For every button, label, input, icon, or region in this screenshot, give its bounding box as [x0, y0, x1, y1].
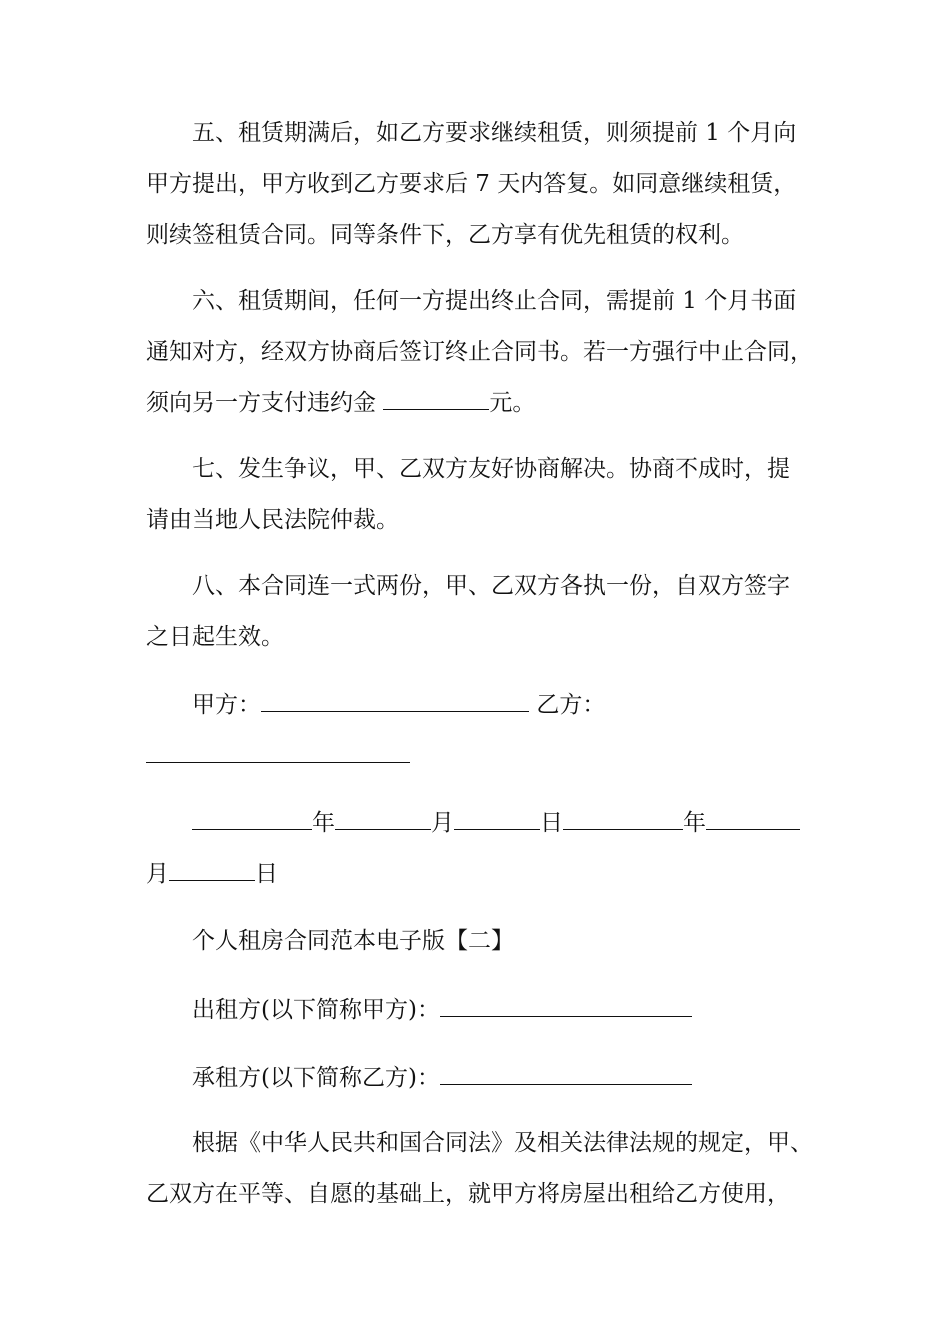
penalty-unit: 元。	[489, 390, 536, 416]
lessee-blank	[440, 1083, 692, 1085]
signature-block	[146, 680, 808, 782]
intro-line-2: 乙双方在平等、自愿的基础上，就甲方将房屋出租给乙方使用，	[146, 1181, 790, 1207]
day-b-label: 日	[255, 861, 278, 887]
clause-eight-line-2: 之日起生效。	[146, 624, 284, 650]
lessor-line	[146, 985, 808, 1036]
lessee-label: 承租方(以下简称乙方)：	[192, 1065, 440, 1091]
lessor-block	[146, 985, 808, 1036]
clause-five-line-2: 甲方提出，甲方收到乙方要求后 7 天内答复。如同意继续租赁，	[146, 171, 797, 197]
date-line-1	[146, 798, 808, 849]
year-b-label: 年	[683, 810, 706, 836]
clause-eight	[146, 561, 808, 663]
clause-five-line-3: 则续签租赁合同。同等条件下，乙方享有优先租赁的权利。	[146, 222, 744, 248]
clause-eight-line-1: 八、本合同连一式两份，甲、乙双方各执一份，自双方签字	[192, 573, 790, 599]
date-block	[146, 798, 808, 900]
penalty-label: 须向另一方支付违约金	[146, 390, 384, 416]
day-a-blank	[454, 828, 540, 830]
lessor-blank	[440, 1015, 692, 1017]
intro-line-1: 根据《中华人民共和国合同法》及相关法律法规的规定，甲、	[192, 1130, 813, 1156]
party-a-label: 甲方：	[192, 692, 261, 718]
section-two	[146, 916, 808, 967]
clause-five-line-1: 五、租赁期满后，如乙方要求继续租赁，则须提前 1 个月向	[192, 120, 797, 146]
lessor-label: 出租方(以下简称甲方)：	[192, 997, 440, 1023]
year-b-blank	[563, 828, 683, 830]
section-two-intro	[146, 1118, 813, 1220]
clause-six-line-1: 六、租赁期间，任何一方提出终止合同，需提前 1 个月书面	[192, 288, 797, 314]
month-a-label: 月	[431, 810, 454, 836]
year-a-label: 年	[312, 810, 335, 836]
lessee-block	[146, 1053, 808, 1104]
clause-six-line-3	[146, 378, 808, 429]
day-a-label: 日	[540, 810, 563, 836]
year-a-blank	[192, 828, 312, 830]
date-line-2	[146, 849, 808, 900]
party-b-blank	[146, 761, 410, 763]
clause-seven-line-1: 七、发生争议，甲、乙双方友好协商解决。协商不成时，提	[192, 456, 790, 482]
clause-five	[146, 108, 808, 261]
month-a-blank	[335, 828, 431, 830]
day-b-blank	[169, 879, 255, 881]
clause-seven	[146, 444, 808, 546]
party-b-line	[146, 731, 808, 782]
signature-line	[146, 680, 808, 731]
party-a-blank	[261, 710, 529, 712]
clause-six-line-2: 通知对方，经双方协商后签订终止合同书。若一方强行中止合同，	[146, 339, 813, 365]
month-b-blank	[706, 828, 800, 830]
clause-six	[146, 276, 813, 429]
section-two-title: 个人租房合同范本电子版【二】	[192, 928, 514, 954]
party-b-label: 乙方：	[536, 692, 606, 718]
month-b-label: 月	[146, 861, 169, 887]
penalty-amount-blank	[383, 408, 489, 410]
lessee-line	[146, 1053, 808, 1104]
clause-seven-line-2: 请由当地人民法院仲裁。	[146, 507, 399, 533]
